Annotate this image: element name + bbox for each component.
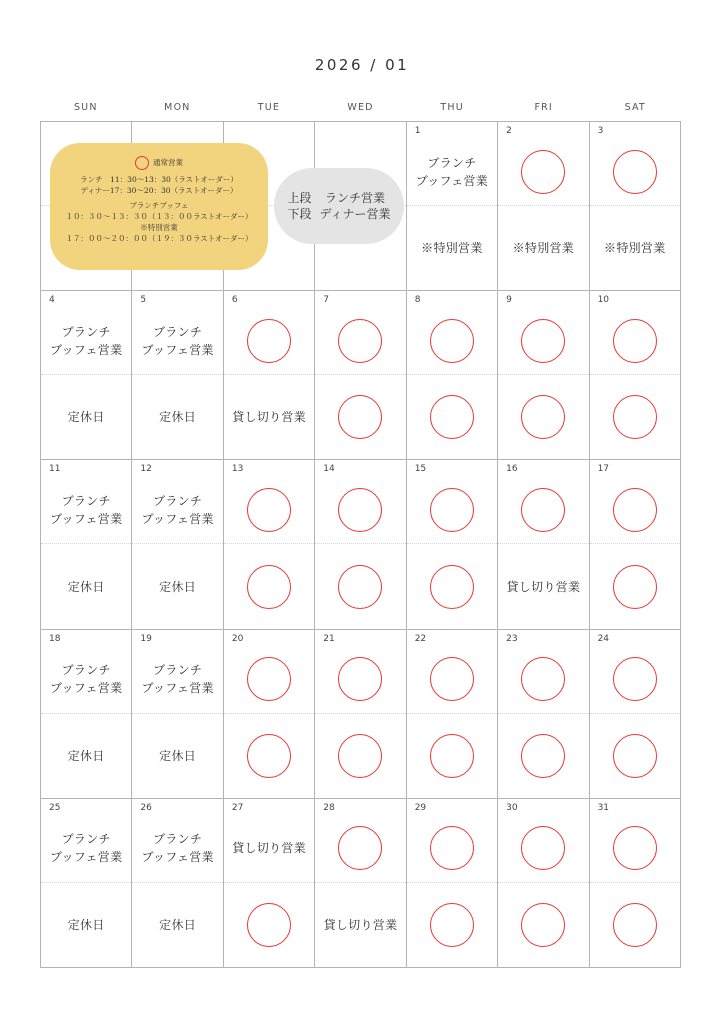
- slot-status-text: 定休日: [159, 748, 197, 763]
- slot-status-text: 貸し切り営業: [323, 917, 398, 932]
- day-cell-20: [224, 630, 315, 799]
- red-circle-icon: [521, 826, 565, 870]
- slot-status-text: ブランチ ブッフェ営業: [141, 324, 214, 357]
- day-number: 28: [323, 802, 335, 813]
- red-circle-icon: [430, 488, 474, 532]
- red-circle-icon: [247, 565, 291, 609]
- day-number: 21: [323, 633, 335, 644]
- row-key-pill: [274, 168, 404, 244]
- calendar-title: 2026 / 01: [314, 56, 410, 74]
- red-circle-icon: [338, 319, 382, 363]
- day-number: 24: [597, 633, 610, 644]
- dinner-slot: [224, 883, 314, 967]
- red-circle-icon: [521, 319, 565, 363]
- legend-heading: 通常営業: [153, 158, 183, 167]
- dinner-slot: [315, 714, 405, 798]
- dinner-slot: [407, 883, 497, 967]
- red-circle-icon: [338, 657, 382, 701]
- day-cell-27: [224, 799, 315, 968]
- day-number: 14: [323, 464, 335, 475]
- red-circle-icon: [613, 150, 657, 194]
- red-circle-icon: [613, 657, 657, 701]
- red-circle-icon: [247, 319, 291, 363]
- day-cell-19: [132, 630, 223, 799]
- dinner-slot: [590, 714, 680, 798]
- slot-status-text: ※特別営業: [421, 241, 483, 256]
- day-number: 15: [414, 464, 427, 475]
- slot-status-text: ブランチ ブッフェ営業: [415, 155, 489, 188]
- dinner-slot: [132, 883, 222, 967]
- day-cell-24: [590, 630, 681, 799]
- red-circle-icon: [338, 826, 382, 870]
- day-cell-30: [498, 799, 589, 968]
- dinner-slot: [41, 375, 131, 459]
- slot-status-text: ブランチ ブッフェ営業: [50, 324, 123, 357]
- day-cell-17: [590, 460, 681, 629]
- day-number: 13: [231, 464, 244, 475]
- day-cell-3: [590, 122, 681, 291]
- day-number: 1: [414, 126, 421, 136]
- day-number: 6: [231, 295, 238, 306]
- business-hours-legend: [50, 143, 268, 270]
- red-circle-icon: [521, 150, 565, 194]
- weekday-label-thu: THU: [440, 102, 464, 113]
- day-number: 18: [49, 633, 61, 644]
- slot-status-text: 貸し切り営業: [232, 841, 306, 856]
- slot-status-text: 定休日: [159, 917, 197, 932]
- dinner-slot: [407, 544, 497, 628]
- slot-status-text: 定休日: [67, 917, 105, 932]
- day-number: 5: [140, 295, 147, 306]
- dinner-slot: [315, 544, 405, 628]
- day-number: 25: [49, 802, 61, 813]
- dinner-slot: [315, 375, 405, 459]
- dinner-slot: [498, 375, 588, 459]
- day-cell-16: [498, 460, 589, 629]
- day-cell-8: [407, 291, 498, 460]
- red-circle-icon: [247, 657, 291, 701]
- day-number: 7: [323, 295, 330, 306]
- slot-status-text: ブランチ ブッフェ営業: [141, 493, 214, 526]
- slot-status-text: ブランチ ブッフェ営業: [141, 832, 214, 865]
- day-cell-5: [132, 291, 223, 460]
- day-cell-25: [41, 799, 132, 968]
- day-number: 31: [597, 802, 610, 813]
- day-number: 27: [231, 802, 244, 813]
- slot-status-text: ※特別営業: [512, 241, 575, 256]
- dinner-slot: [590, 206, 680, 290]
- day-cell-10: [590, 291, 681, 460]
- day-number: 8: [414, 295, 421, 306]
- day-number: 12: [140, 464, 152, 475]
- dinner-slot: [41, 883, 131, 967]
- weekday-label-mon: MON: [164, 102, 191, 113]
- red-circle-icon: [430, 395, 474, 439]
- day-cell-22: [407, 630, 498, 799]
- day-cell-7: [315, 291, 406, 460]
- dinner-slot: [132, 375, 222, 459]
- red-circle-icon: [338, 734, 382, 778]
- dinner-slot: [132, 544, 222, 628]
- legend-special-hours: １７：００～２０：００（１９：３０ラストオーダー）: [65, 234, 253, 243]
- dinner-slot: [498, 206, 588, 290]
- red-circle-icon: [430, 319, 474, 363]
- day-number: 22: [414, 633, 427, 644]
- slot-status-text: ブランチ ブッフェ営業: [50, 493, 123, 526]
- dinner-slot: [132, 714, 222, 798]
- dinner-slot: [590, 375, 680, 459]
- weekday-label-sat: SAT: [624, 102, 646, 113]
- weekday-label-wed: WED: [347, 102, 374, 113]
- legend-heading-row: [135, 156, 183, 170]
- legend-special-heading: ※特別営業: [140, 223, 178, 232]
- dinner-slot: [407, 375, 497, 459]
- day-number: 16: [506, 464, 518, 475]
- day-number: 17: [597, 464, 610, 475]
- weekday-label-fri: FRI: [534, 102, 553, 113]
- red-circle-icon: [521, 395, 565, 439]
- red-circle-icon: [430, 903, 474, 947]
- red-circle-icon: [430, 565, 474, 609]
- slot-status-text: 貸し切り営業: [232, 410, 306, 425]
- day-number: 29: [414, 802, 427, 813]
- legend-brunch-buffet-hours: １０：３０～１３：３０（１３：００ラストオーダー）: [65, 212, 253, 221]
- red-circle-icon: [430, 734, 474, 778]
- day-cell-1: [407, 122, 498, 291]
- red-circle-icon: [338, 565, 382, 609]
- day-number: 26: [140, 802, 152, 813]
- red-circle-icon: [338, 395, 382, 439]
- dinner-slot: [41, 544, 131, 628]
- day-cell-23: [498, 630, 589, 799]
- day-cell-2: [498, 122, 589, 291]
- day-cell-21: [315, 630, 406, 799]
- day-cell-13: [224, 460, 315, 629]
- red-circle-icon: [430, 657, 474, 701]
- day-number: 2: [506, 126, 512, 136]
- dinner-slot: [590, 544, 680, 628]
- day-number: 4: [49, 295, 55, 306]
- red-circle-icon: [613, 903, 657, 947]
- red-circle-icon: [613, 565, 657, 609]
- row-key-lower-meaning: ディナー営業: [319, 207, 391, 221]
- legend-dinner-hours: ディナー17：30～20：30（ラストオーダー）: [80, 186, 238, 195]
- slot-status-text: ブランチ ブッフェ営業: [50, 832, 123, 865]
- red-circle-icon: [247, 488, 291, 532]
- dinner-slot: [407, 206, 497, 290]
- row-key-upper-meaning: ランチ営業: [325, 191, 386, 205]
- dinner-slot: [41, 714, 131, 798]
- red-circle-icon: [430, 826, 474, 870]
- red-circle-icon: [247, 734, 291, 778]
- day-cell-14: [315, 460, 406, 629]
- day-cell-4: [41, 291, 132, 460]
- weekday-label-tue: TUE: [257, 102, 281, 113]
- red-circle-icon: [613, 734, 657, 778]
- day-number: 30: [506, 802, 518, 813]
- row-key-meanings: [319, 190, 390, 222]
- slot-status-text: 貸し切り営業: [506, 579, 581, 594]
- day-number: 23: [506, 633, 518, 644]
- day-cell-28: [315, 799, 406, 968]
- red-circle-icon: [521, 734, 565, 778]
- day-cell-15: [407, 460, 498, 629]
- slot-status-text: 定休日: [67, 748, 105, 763]
- day-cell-31: [590, 799, 681, 968]
- slot-status-text: 定休日: [67, 410, 105, 425]
- red-circle-icon: [613, 826, 657, 870]
- dinner-slot: [590, 883, 680, 967]
- dinner-slot: [224, 714, 314, 798]
- day-number: 3: [597, 126, 604, 136]
- slot-status-text: ブランチ ブッフェ営業: [50, 663, 123, 696]
- day-number: 19: [140, 633, 152, 644]
- legend-brunch-buffet-heading: ブランチブッフェ: [129, 201, 189, 210]
- dinner-slot: [498, 714, 588, 798]
- day-number: 11: [49, 464, 61, 475]
- day-number: 10: [597, 295, 610, 306]
- legend-lunch-hours: ランチ 11：30～13：30（ラストオーダー）: [80, 175, 238, 184]
- dinner-slot: [224, 544, 314, 628]
- day-cell-26: [132, 799, 223, 968]
- weekday-label-sun: SUN: [73, 102, 98, 113]
- day-cell-29: [407, 799, 498, 968]
- dinner-slot: [498, 883, 588, 967]
- red-circle-icon: [613, 488, 657, 532]
- dinner-slot: [315, 883, 405, 967]
- red-circle-icon: [521, 488, 565, 532]
- red-circle-icon: [135, 156, 149, 170]
- slot-status-text: 定休日: [67, 579, 105, 594]
- slot-status-text: 定休日: [159, 410, 197, 425]
- day-cell-9: [498, 291, 589, 460]
- slot-status-text: 定休日: [159, 579, 197, 594]
- day-number: 9: [506, 295, 512, 306]
- dinner-slot: [224, 375, 314, 459]
- red-circle-icon: [613, 395, 657, 439]
- day-cell-18: [41, 630, 132, 799]
- red-circle-icon: [521, 903, 565, 947]
- dinner-slot: [498, 544, 588, 628]
- row-key-lower: 下段: [287, 207, 312, 221]
- day-cell-11: [41, 460, 132, 629]
- day-number: 20: [231, 633, 244, 644]
- slot-status-text: ※特別営業: [604, 241, 666, 256]
- row-key-labels: [287, 190, 311, 222]
- day-cell-6: [224, 291, 315, 460]
- slot-status-text: ブランチ ブッフェ営業: [141, 663, 214, 696]
- row-key-upper: 上段: [287, 191, 312, 205]
- red-circle-icon: [613, 319, 657, 363]
- weekday-header-row: [40, 102, 681, 113]
- dinner-slot: [407, 714, 497, 798]
- day-cell-12: [132, 460, 223, 629]
- red-circle-icon: [338, 488, 382, 532]
- red-circle-icon: [521, 657, 565, 701]
- red-circle-icon: [247, 903, 291, 947]
